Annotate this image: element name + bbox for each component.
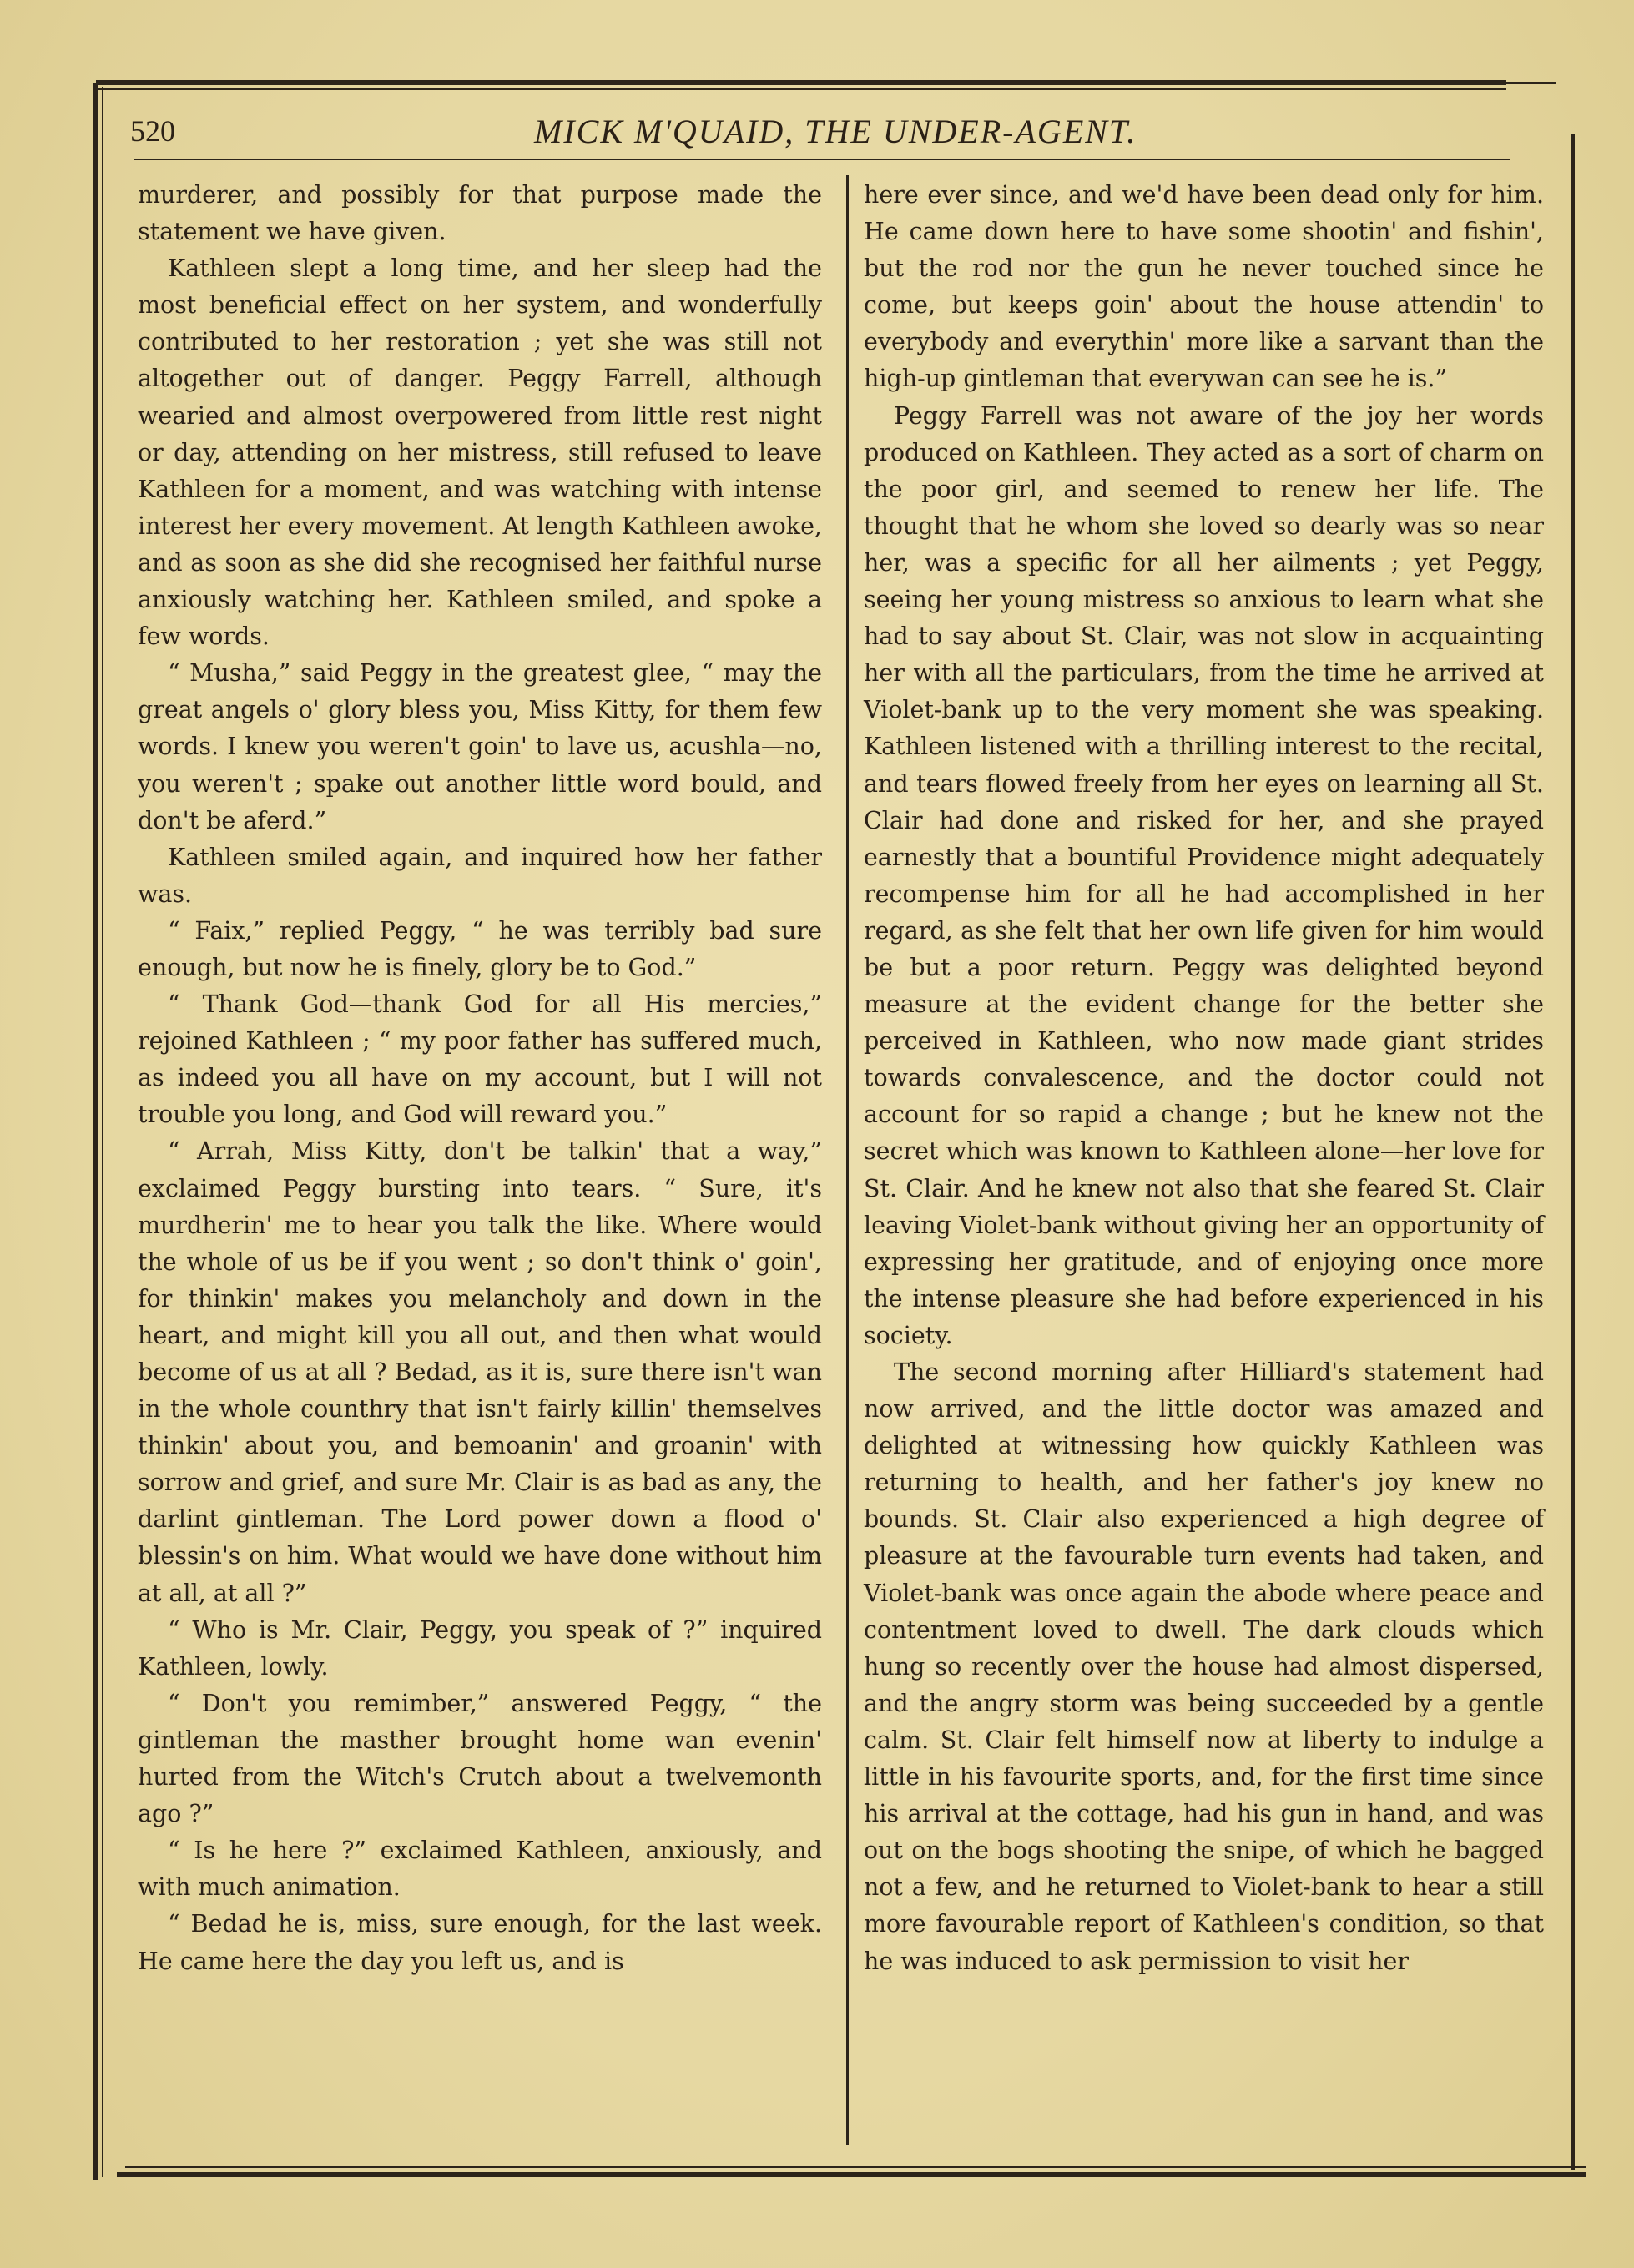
paragraph: “ Faix,” replied Peggy, “ he was terribly bad sure enough, but now he is finely, glory be to God.” <box>138 916 822 981</box>
paragraph: “ Arrah, Miss Kitty, don't be talkin' that a way,” exclaimed Peggy bursting into tears. “ Sure, it's murdherin' me to hear you talk the like. Where would the whole of us be if you went ; so don't think o' goin', for thinkin' makes you melancholy and down in the heart, and might kill you all out, and then what would become of us at all ? Bedad, as it is, sure there isn't wan in the whole counthry that isn't fairly killin' themselves thinkin' about you, and bemoanin' and groanin' with sorrow and grief, and sure Mr. Clair is as bad as any, the darlint gintleman. The Lord power down a flood o' blessin's on him. What would we have done without him at all, at all ?” <box>138 1137 822 1607</box>
page-number: 520 <box>130 114 175 148</box>
paragraph: “ Thank God—thank God for all His mercies,” rejoined Kathleen ; “ my poor father has suffered much, as indeed you all have on my account, but I will not trouble you long, and God will reward you.” <box>138 990 822 1129</box>
page-header <box>125 107 1544 157</box>
left-column <box>138 177 822 1980</box>
running-title: MICK M'QUAID, THE UNDER-AGENT. <box>534 113 1137 150</box>
left-border-inner <box>102 87 103 2177</box>
paragraph: “ Musha,” said Peggy in the greatest glee, “ may the great angels o' glory bless you, Miss Kitty, for them few words. I knew you weren't goin' to lave us, acushla—no, you weren't ; spake out another little word bould, and don't be aferd.” <box>138 659 822 834</box>
bottom-rule-thin <box>125 2166 1586 2168</box>
paragraph: “ Bedad he is, miss, sure enough, for the last week. He came here the day you left us, and is <box>138 1910 822 1975</box>
paragraph: Peggy Farrell was not aware of the joy her words produced on Kathleen. They acted as a sort of charm on the poor girl, and seemed to renew her life. The thought that he whom she loved so dearly was so near her, was a specific for all her ailments ; yet Peggy, seeing her young mistress so anxious to learn what she had to say about St. Clair, was not slow in acquainting her with all the particulars, from the time he arrived at Violet-bank up to the very moment she was speaking. Kathleen listened with a thrilling interest to the recital, and tears flowed freely from her eyes on learning all St. Clair had done and risked for her, and she prayed earnestly that a bountiful Providence might adequately recompense him for all he had accomplished in her regard, as she felt that her own life given for him would be but a poor return. Peggy was delighted beyond measure at the evident change for the better she perceived in Kathleen, who now made giant strides towards convalescence, and the doctor could not account for so rapid a change ; but he knew not the secret which was known to Kathleen alone—her love for St. Clair. And he knew not also that she feared St. Clair leaving Violet-bank without giving her an opportunity of expressing her gratitude, and of enjoying once more the intense pleasure she had before experienced in his society. <box>864 401 1544 1349</box>
bottom-rule-thick <box>117 2172 1586 2177</box>
paragraph: murderer, and possibly for that purpose made the statement we have given. <box>138 181 822 246</box>
top-rule-right <box>1506 82 1556 84</box>
paragraph: “ Don't you remimber,” answered Peggy, “ the gintleman the masther brought home wan evenin' hurted from the Witch's Crutch about a twelvemonth ago ?” <box>138 1689 822 1828</box>
paragraph: Kathleen slept a long time, and her sleep had the most beneficial effect on her system, and wonderfully contributed to her restoration ; yet she was still not altogether out of danger. Peggy Farrell, although wearied and almost overpowered from little rest night or day, attending on her mistress, still refused to leave Kathleen for a moment, and was watching with intense interest her every movement. At length Kathleen awoke, and as soon as she did she recognised her faithful nurse anxiously watching her. Kathleen smiled, and spoke a few words. <box>138 255 822 651</box>
paragraph: “ Who is Mr. Clair, Peggy, you speak of ?” inquired Kathleen, lowly. <box>138 1615 822 1681</box>
top-rule-thin <box>96 88 1506 90</box>
right-column <box>864 177 1544 1980</box>
left-border-outer <box>93 83 98 2180</box>
column-divider <box>846 175 849 2145</box>
paragraph: here ever since, and we'd have been dead only for him. He came down here to have some shootin' and fishin', but the rod nor the gun he never touched since he come, but keeps goin' about the house attendin' to everybody and everythin' more like a sarvant than the high-up gintleman that everywan can see he is.” <box>864 181 1544 393</box>
header-underline <box>134 159 1510 160</box>
paragraph: Kathleen smiled again, and inquired how her father was. <box>138 843 822 908</box>
top-rule-thick <box>96 80 1506 85</box>
right-border-outer <box>1571 134 1575 2170</box>
paragraph: “ Is he here ?” exclaimed Kathleen, anxiously, and with much animation. <box>138 1837 822 1902</box>
paragraph: The second morning after Hilliard's statement had now arrived, and the little doctor was amazed and delighted at witnessing how quickly Kathleen was returning to health, and her father's joy knew no bounds. St. Clair also experienced a high degree of pleasure at the favourable turn events had taken, and Violet-bank was once again the abode where peace and contentment loved to dwell. The dark clouds which hung so recently over the house had almost dispersed, and the angry storm was being succeeded by a gentle calm. St. Clair felt himself now at liberty to indulge a little in his favourite sports, and, for the first time since his arrival at the cottage, had his gun in hand, and was out on the bogs shooting the snipe, of which he bagged not a few, and he returned to Violet-bank to hear a still more favourable report of Kathleen's condition, so that he was induced to ask permission to visit her <box>864 1358 1544 1975</box>
